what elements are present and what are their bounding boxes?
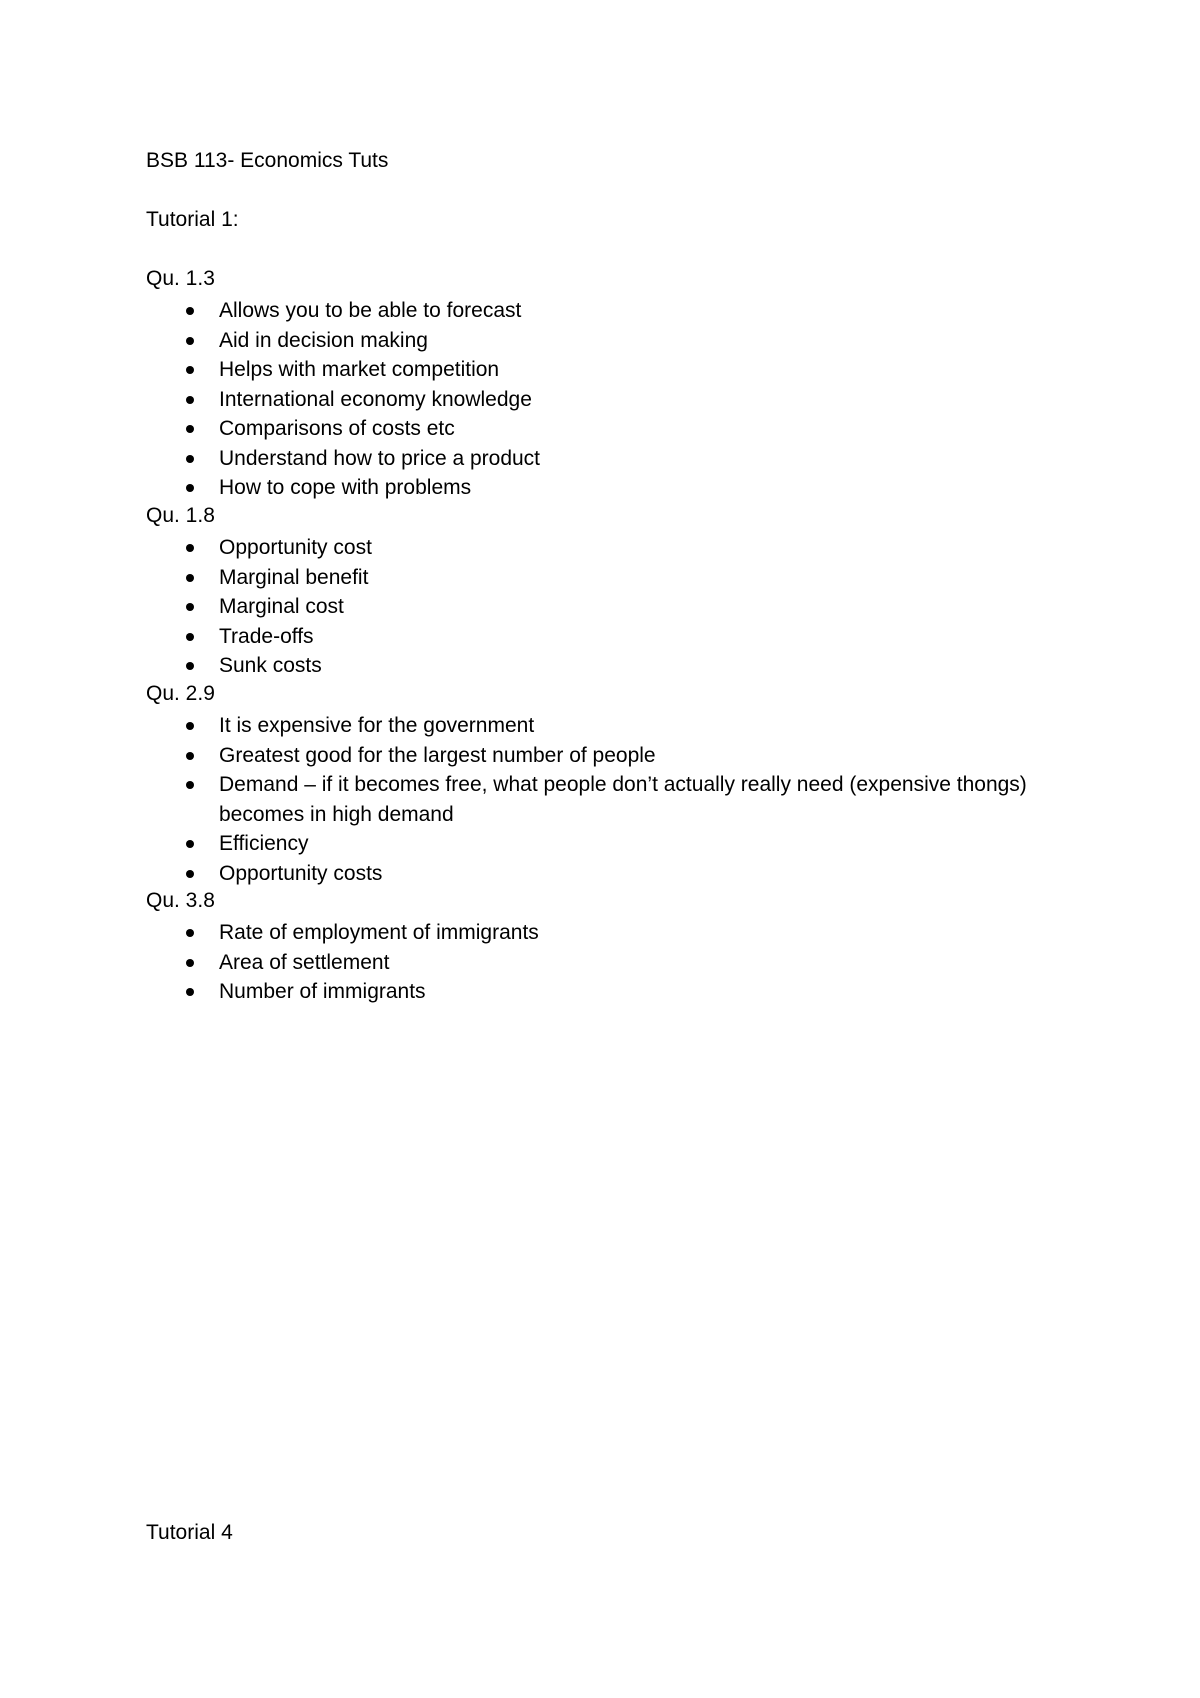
question-block-3-8 bbox=[146, 888, 1106, 1007]
question-block-1-3 bbox=[146, 266, 1106, 503]
list-item-text: International economy knowledge bbox=[219, 387, 532, 411]
list-item bbox=[146, 977, 1079, 1007]
list-item-text: Number of immigrants bbox=[219, 980, 426, 1003]
list-item-text: Rate of employment of immigrants bbox=[219, 921, 539, 944]
document-title: BSB 113- Economics Tuts bbox=[146, 149, 389, 172]
list-item bbox=[146, 859, 1079, 889]
bullet-icon bbox=[186, 959, 194, 967]
bullet-icon bbox=[186, 929, 194, 937]
tutorial-1-heading: Tutorial 1: bbox=[146, 208, 239, 231]
list-item-text: Sunk costs bbox=[219, 654, 322, 677]
list-item-text: Greatest good for the largest number of people bbox=[219, 743, 656, 767]
question-label: Qu. 3.8 bbox=[146, 889, 215, 912]
bullet-icon bbox=[186, 366, 194, 374]
list-item bbox=[146, 711, 1079, 741]
list-item-text: Understand how to price a product bbox=[219, 446, 541, 470]
bullet-icon bbox=[186, 455, 194, 463]
list-item-text: Marginal benefit bbox=[219, 565, 369, 589]
bullet-icon bbox=[186, 307, 194, 315]
list-item bbox=[146, 592, 1079, 622]
bullet-icon bbox=[186, 603, 194, 611]
bullet-list bbox=[146, 918, 1106, 1007]
list-item-text: Opportunity cost bbox=[219, 536, 372, 559]
list-item bbox=[146, 918, 1079, 948]
list-item bbox=[146, 444, 1079, 474]
bullet-list bbox=[146, 711, 1106, 888]
bullet-icon bbox=[186, 752, 194, 760]
question-label: Qu. 1.8 bbox=[146, 504, 215, 527]
bullet-icon bbox=[186, 840, 194, 848]
list-item bbox=[146, 651, 1079, 681]
bullet-list bbox=[146, 533, 1106, 681]
list-item-text: Opportunity costs bbox=[219, 861, 383, 885]
bullet-icon bbox=[186, 337, 194, 345]
list-item bbox=[146, 296, 1079, 326]
list-item bbox=[146, 829, 1079, 859]
list-item-text: Efficiency bbox=[219, 832, 309, 855]
list-item bbox=[146, 563, 1079, 593]
list-item-text: Demand – if it becomes free, what people don’t actually really need (expensive thongs) becomes in high demand bbox=[219, 773, 1027, 826]
question-block-2-9 bbox=[146, 681, 1106, 888]
bullet-icon bbox=[186, 662, 194, 670]
list-item-text: Trade-offs bbox=[219, 624, 314, 648]
bullet-icon bbox=[186, 722, 194, 730]
question-block-1-8 bbox=[146, 503, 1106, 681]
bullet-icon bbox=[186, 425, 194, 433]
list-item-text: Allows you to be able to forecast bbox=[219, 299, 522, 322]
list-item-text: Comparisons of costs etc bbox=[219, 417, 455, 440]
list-item bbox=[146, 473, 1079, 503]
tutorial-4-heading: Tutorial 4 bbox=[146, 1521, 233, 1544]
list-item bbox=[146, 385, 1079, 415]
bullet-icon bbox=[186, 870, 194, 878]
bullet-icon bbox=[186, 633, 194, 641]
list-item-text: How to cope with problems bbox=[219, 476, 472, 499]
bullet-icon bbox=[186, 396, 194, 404]
bullet-icon bbox=[186, 988, 194, 996]
list-item bbox=[146, 622, 1079, 652]
list-item-text: It is expensive for the government bbox=[219, 714, 535, 737]
list-item bbox=[146, 741, 1079, 771]
list-item bbox=[146, 770, 1079, 829]
bullet-icon bbox=[186, 781, 194, 789]
list-item bbox=[146, 355, 1079, 385]
list-item-text: Marginal cost bbox=[219, 595, 344, 618]
list-item-text: Area of settlement bbox=[219, 950, 390, 974]
list-item bbox=[146, 533, 1079, 563]
bullet-icon bbox=[186, 484, 194, 492]
bullet-icon bbox=[186, 544, 194, 552]
list-item bbox=[146, 948, 1079, 978]
bullet-list bbox=[146, 296, 1106, 503]
question-label: Qu. 1.3 bbox=[146, 267, 215, 290]
question-label: Qu. 2.9 bbox=[146, 682, 215, 705]
list-item-text: Helps with market competition bbox=[219, 358, 500, 381]
list-item bbox=[146, 414, 1079, 444]
list-item bbox=[146, 326, 1079, 356]
list-item-text: Aid in decision making bbox=[219, 328, 428, 352]
bullet-icon bbox=[186, 574, 194, 582]
